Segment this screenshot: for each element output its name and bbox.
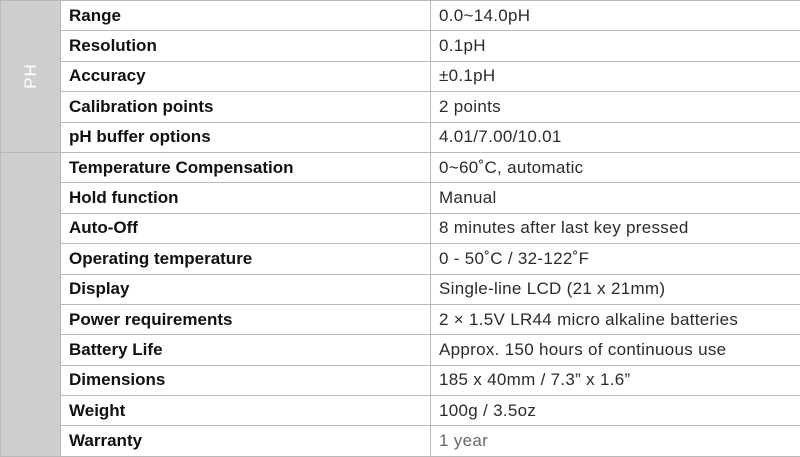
spec-value: 1 year	[431, 426, 800, 457]
spec-value: 100g / 3.5oz	[431, 396, 800, 426]
section-header-ph	[1, 1, 61, 153]
section-title: PH	[20, 63, 40, 90]
spec-label: Hold function	[61, 183, 431, 213]
spec-value: 0~60˚C, automatic	[431, 152, 800, 182]
spec-value: 4.01/7.00/10.01	[431, 122, 800, 152]
spec-label: Operating temperature	[61, 244, 431, 274]
table-row	[1, 274, 800, 304]
spec-label: Temperature Compensation	[61, 152, 431, 182]
table-row	[1, 183, 800, 213]
spec-value: 2 × 1.5V LR44 micro alkaline batteries	[431, 304, 800, 334]
section-header-other	[1, 152, 61, 456]
spec-label: Display	[61, 274, 431, 304]
table-row	[1, 396, 800, 426]
spec-label: Battery Life	[61, 335, 431, 365]
spec-label: Calibration points	[61, 92, 431, 122]
table-row	[1, 122, 800, 152]
spec-label: Power requirements	[61, 304, 431, 334]
table-row	[1, 213, 800, 243]
table-row	[1, 152, 800, 182]
spec-value: 185 x 40mm / 7.3” x 1.6”	[431, 365, 800, 395]
spec-label: Range	[61, 1, 431, 31]
table-row	[1, 1, 800, 31]
spec-value: 0 - 50˚C / 32-122˚F	[431, 244, 800, 274]
table-row	[1, 31, 800, 61]
spec-label: Resolution	[61, 31, 431, 61]
table-row	[1, 304, 800, 334]
spec-label: Auto-Off	[61, 213, 431, 243]
spec-value: Approx. 150 hours of continuous use	[431, 335, 800, 365]
spec-value: Manual	[431, 183, 800, 213]
spec-label: Weight	[61, 396, 431, 426]
spec-label: Dimensions	[61, 365, 431, 395]
spec-value: ±0.1pH	[431, 61, 800, 91]
spec-value: 0.1pH	[431, 31, 800, 61]
spec-value: 0.0~14.0pH	[431, 1, 800, 31]
table-row	[1, 244, 800, 274]
table-row	[1, 365, 800, 395]
spec-value: Single-line LCD (21 x 21mm)	[431, 274, 800, 304]
table-row	[1, 61, 800, 91]
table-row	[1, 92, 800, 122]
table-row	[1, 426, 800, 457]
spec-label: Accuracy	[61, 61, 431, 91]
spec-value: 2 points	[431, 92, 800, 122]
table-row	[1, 335, 800, 365]
spec-label: Warranty	[61, 426, 431, 457]
spec-value: 8 minutes after last key pressed	[431, 213, 800, 243]
spec-label: pH buffer options	[61, 122, 431, 152]
